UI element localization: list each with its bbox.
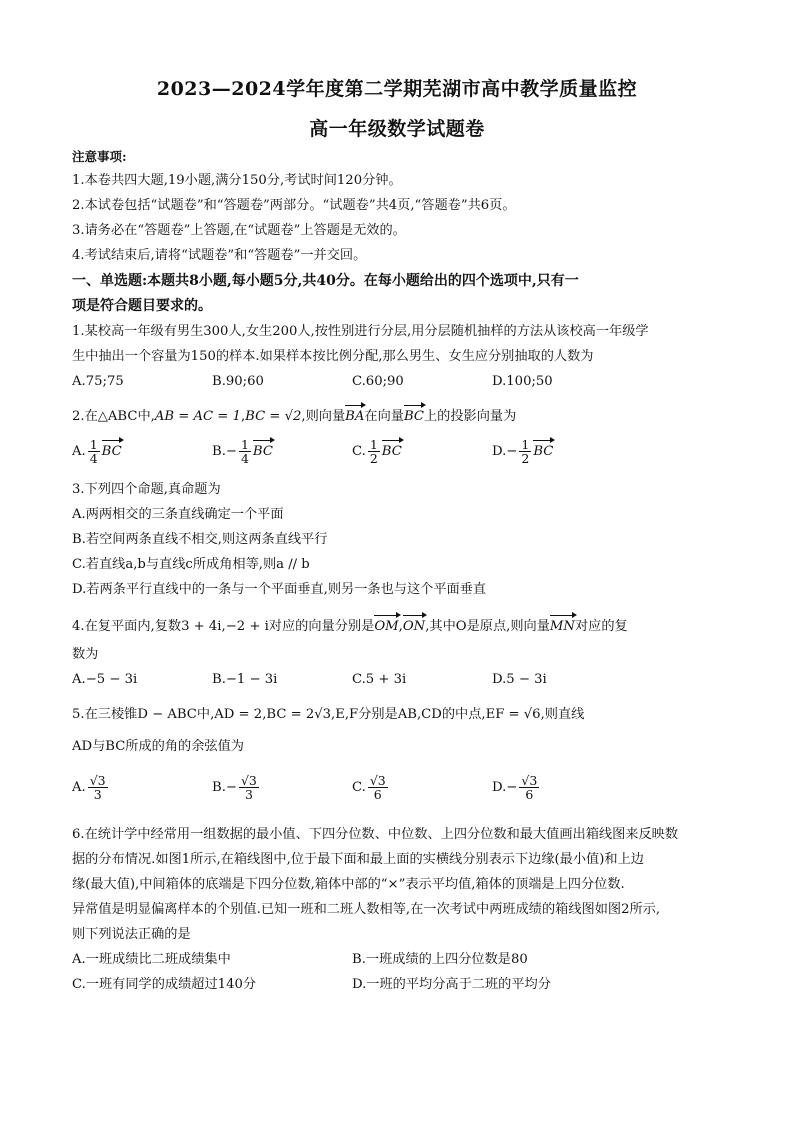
- section-heading-cont: 项是符合题目要求的。: [72, 298, 212, 314]
- fraction: [88, 438, 100, 465]
- q5-option-c: [352, 774, 390, 801]
- denominator: 4: [240, 451, 249, 466]
- notes-heading: 注意事项:: [72, 149, 127, 164]
- option-label: D.: [492, 444, 507, 459]
- note-item: 4.考试结束后,请将“试题卷”和“答题卷”一并交回。: [72, 248, 367, 263]
- q2-suffix: 上的投影向量为: [423, 409, 517, 424]
- exam-title: 2023—2024学年度第二学期芜湖市高中教学质量监控: [156, 78, 638, 100]
- q4-prefix: 4.在复平面内,复数3 + 4i,−2 + i对应的向量分别是: [72, 619, 375, 634]
- option-label: A.: [72, 444, 86, 459]
- q6-option-d: D.一班的平均分高于二班的平均分: [352, 977, 551, 992]
- q4-option-a: A.−5 − 3i: [72, 672, 138, 687]
- fraction: [368, 438, 380, 465]
- numerator: 1: [369, 437, 378, 452]
- fraction: [368, 774, 388, 801]
- vector-bc: BC: [533, 444, 554, 459]
- vector-om: OM: [374, 619, 399, 634]
- fraction: [239, 438, 251, 465]
- section-heading: 一、单选题:本题共8小题,每小题5分,共40分。在每小题给出的四个选项中,只有一: [72, 273, 579, 289]
- note-item: 3.请务必在“答题卷”上答题,在“试题卷”上答题是无效的。: [72, 223, 406, 238]
- q2-condition-1: AB = AC = 1: [154, 409, 241, 424]
- q6-option-c: C.一班有同学的成绩超过140分: [72, 977, 257, 992]
- numerator: 1: [89, 437, 98, 452]
- numerator: √3: [369, 773, 386, 788]
- fraction: [239, 774, 259, 801]
- option-label: A.: [72, 780, 86, 795]
- q6-option-b: B.一班成绩的上四分位数是80: [352, 952, 528, 967]
- numerator: 1: [521, 437, 530, 452]
- denominator: 2: [369, 451, 378, 466]
- denominator: 3: [93, 787, 102, 802]
- question-6-stem-cont: 则下列说法正确的是: [72, 927, 191, 942]
- denominator: 6: [373, 787, 382, 802]
- q1-option-b: B.90;60: [212, 374, 264, 389]
- q2-middle-2: 在向量: [364, 409, 404, 424]
- q1-option-a: A.75;75: [72, 374, 124, 389]
- q2-separator: ,: [240, 409, 246, 424]
- numerator: 1: [240, 437, 249, 452]
- denominator: 2: [521, 451, 530, 466]
- option-label: B.: [212, 444, 226, 459]
- q1-option-d: D.100;50: [492, 374, 553, 389]
- q3-option-d: D.若两条平行直线中的一条与一个平面垂直,则另一条也与这个平面垂直: [72, 582, 487, 597]
- option-sign: −: [506, 444, 518, 459]
- q3-option-c: C.若直线a,b与直线c所成角相等,则a // b: [72, 557, 310, 572]
- option-sign: −: [506, 780, 518, 795]
- note-item: 1.本卷共四大题,19小题,满分150分,考试时间120分钟。: [72, 173, 402, 188]
- fraction: [519, 774, 539, 801]
- question-6-stem-cont: 缘(最大值),中间箱体的底端是下四分位数,箱体中部的“×”表示平均值,箱体的顶端是上四分位数.: [72, 877, 625, 892]
- fraction: [88, 774, 108, 801]
- q4-option-b: B.−1 − 3i: [212, 672, 278, 687]
- q2-option-b: [212, 438, 273, 465]
- q2-option-c: [352, 438, 402, 465]
- q4-separator: ,: [398, 619, 403, 634]
- q3-option-a: A.两两相交的三条直线确定一个平面: [72, 507, 284, 522]
- numerator: √3: [521, 773, 538, 788]
- q4-option-c: C.5 + 3i: [352, 672, 407, 687]
- exam-subtitle: 高一年级数学试题卷: [309, 118, 485, 140]
- option-label: C.: [352, 444, 366, 459]
- vector-bc: BC: [252, 444, 273, 459]
- vector-bc: BC: [403, 409, 424, 424]
- question-5-stem-cont: AD与BC所成的角的余弦值为: [72, 739, 244, 754]
- numerator: √3: [240, 773, 257, 788]
- option-sign: −: [225, 780, 237, 795]
- denominator: 6: [525, 787, 534, 802]
- q3-option-b: B.若空间两条直线不相交,则这两条直线平行: [72, 532, 328, 547]
- option-label: B.: [212, 780, 226, 795]
- question-3-stem: 3.下列四个命题,真命题为: [72, 482, 221, 497]
- option-sign: −: [225, 444, 237, 459]
- q2-middle: ,则向量: [301, 409, 346, 424]
- vector-on: ON: [402, 619, 426, 634]
- q2-option-d: [492, 438, 553, 465]
- question-1-stem: 1.某校高一年级有男生300人,女生200人,按性别进行分层,用分层随机抽样的方法从该校高一年级学: [72, 324, 649, 339]
- q4-suffix: 对应的复: [574, 619, 628, 634]
- fraction: [519, 438, 531, 465]
- question-6-stem: 6.在统计学中经常用一组数据的最小值、下四分位数、中位数、上四分位数和最大值画出箱线图来反映数: [72, 827, 679, 842]
- q4-option-d: D.5 − 3i: [492, 672, 547, 687]
- q5-option-b: [212, 774, 261, 801]
- q6-option-a: A.一班成绩比二班成绩集中: [72, 952, 231, 967]
- question-4-stem: [72, 618, 722, 636]
- question-1-stem-cont: 生中抽出一个容量为150的样本.如果样本按比例分配,那么男生、女生应分别抽取的人数为: [72, 349, 594, 364]
- vector-ba: BA: [345, 409, 365, 424]
- option-label: C.: [352, 780, 366, 795]
- question-5-stem: 5.在三棱锥D − ABC中,AD = 2,BC = 2√3,E,F分别是AB,CD的中点,EF = √6,则直线: [72, 707, 585, 722]
- q2-option-a: [72, 438, 122, 465]
- q4-middle: ,其中O是原点,则向量: [425, 619, 550, 634]
- q5-option-a: [72, 774, 110, 801]
- option-label: D.: [492, 780, 507, 795]
- denominator: 3: [244, 787, 253, 802]
- denominator: 4: [89, 451, 98, 466]
- numerator: √3: [89, 773, 106, 788]
- note-item: 2.本试卷包括“试题卷”和“答题卷”两部分。“试题卷”共4页,“答题卷”共6页。: [72, 198, 516, 213]
- q2-prefix: 2.在△ABC中,: [72, 409, 155, 424]
- question-6-stem-cont: 据的分布情况.如图1所示,在箱线图中,位于最下面和最上面的实横线分别表示下边缘(最小值)和上边: [72, 852, 644, 867]
- question-4-stem-cont: 数为: [72, 647, 99, 662]
- q2-condition-2: BC = √2: [245, 409, 302, 424]
- vector-bc: BC: [381, 444, 402, 459]
- question-6-stem-cont: 异常值是明显偏离样本的个别值.已知一班和二班人数相等,在一次考试中两班成绩的箱线图如图2所示,: [72, 902, 661, 917]
- q1-option-c: C.60;90: [352, 374, 404, 389]
- question-2-stem: [72, 408, 722, 426]
- vector-bc: BC: [101, 444, 122, 459]
- vector-mn: MN: [549, 619, 575, 634]
- q5-option-d: [492, 774, 541, 801]
